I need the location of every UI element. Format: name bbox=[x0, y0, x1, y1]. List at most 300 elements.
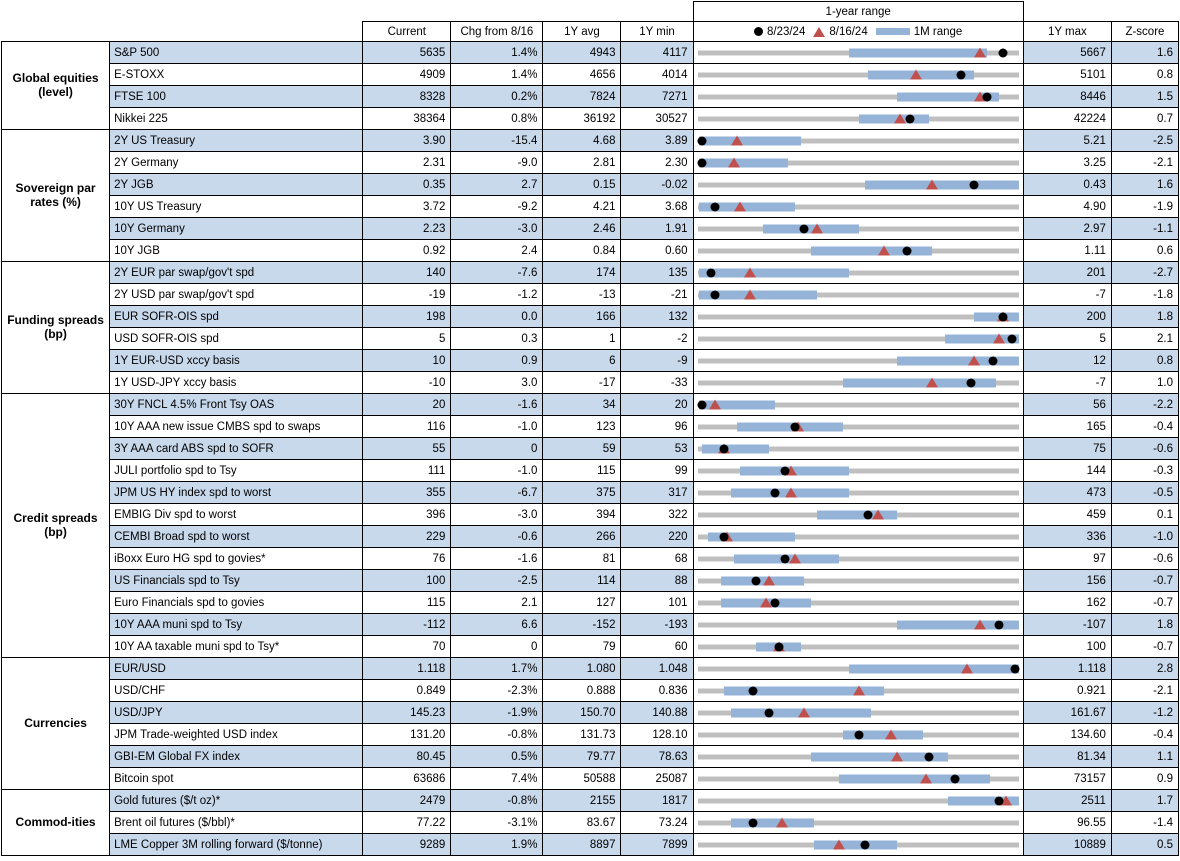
cell-chg: 2.4 bbox=[451, 240, 543, 262]
triangle-marker-icon bbox=[728, 157, 740, 167]
cell-1y-max: 10889 bbox=[1023, 834, 1111, 856]
range-bar-cell bbox=[693, 394, 1023, 416]
cell-current: 2.23 bbox=[363, 218, 451, 240]
cell-1y-min: 140.88 bbox=[621, 702, 693, 724]
cell-1y-min: 101 bbox=[621, 592, 693, 614]
dot-marker-icon bbox=[864, 510, 873, 519]
cell-1y-min: 7271 bbox=[621, 86, 693, 108]
row-label: 2Y US Treasury bbox=[110, 130, 363, 152]
range-bar-cell bbox=[693, 174, 1023, 196]
row-label: S&P 500 bbox=[110, 42, 363, 64]
col-1y-max: 1Y max bbox=[1023, 22, 1111, 42]
cell-zscore: -1.2 bbox=[1111, 702, 1178, 724]
cell-1y-min: 73.24 bbox=[621, 812, 693, 834]
range-bar-cell bbox=[693, 438, 1023, 460]
cell-current: -112 bbox=[363, 614, 451, 636]
range-bar-cell bbox=[693, 636, 1023, 658]
cell-1y-max: 161.67 bbox=[1023, 702, 1111, 724]
cell-chg: -7.6 bbox=[451, 262, 543, 284]
table-row bbox=[2, 218, 1179, 240]
cell-1y-avg: 2.81 bbox=[543, 152, 621, 174]
cell-zscore: 1.6 bbox=[1111, 42, 1178, 64]
cell-chg: 6.6 bbox=[451, 614, 543, 636]
table-row bbox=[2, 64, 1179, 86]
range-bar-cell bbox=[693, 504, 1023, 526]
dot-marker-icon bbox=[969, 180, 978, 189]
cell-1y-avg: 266 bbox=[543, 526, 621, 548]
dot-marker-icon bbox=[748, 818, 757, 827]
dot-marker-icon bbox=[905, 114, 914, 123]
row-label: 10Y AA taxable muni spd to Tsy* bbox=[110, 636, 363, 658]
triangle-marker-icon bbox=[709, 399, 721, 409]
one-month-range-bar bbox=[865, 180, 1019, 189]
range-bar-cell bbox=[693, 42, 1023, 64]
cell-1y-avg: 166 bbox=[543, 306, 621, 328]
cell-zscore: -0.4 bbox=[1111, 724, 1178, 746]
range-bar-cell bbox=[693, 482, 1023, 504]
cell-chg: 1.4% bbox=[451, 42, 543, 64]
col-1y-min: 1Y min bbox=[621, 22, 693, 42]
cell-1y-min: 7899 bbox=[621, 834, 693, 856]
cell-chg: 1.4% bbox=[451, 64, 543, 86]
cell-1y-avg: 131.73 bbox=[543, 724, 621, 746]
row-label: USD/CHF bbox=[110, 680, 363, 702]
cell-1y-avg: 2.46 bbox=[543, 218, 621, 240]
table-row bbox=[2, 262, 1179, 284]
cell-1y-max: -7 bbox=[1023, 284, 1111, 306]
cell-current: 1.118 bbox=[363, 658, 451, 680]
cell-1y-avg: 6 bbox=[543, 350, 621, 372]
range-title: 1-year range bbox=[693, 2, 1023, 22]
group-label: Credit spreads (bp) bbox=[2, 394, 110, 658]
col-current: Current bbox=[363, 22, 451, 42]
dot-marker-icon bbox=[771, 488, 780, 497]
table-body bbox=[2, 42, 1179, 856]
cell-1y-avg: 50588 bbox=[543, 768, 621, 790]
row-label: 3Y AAA card ABS spd to SOFR bbox=[110, 438, 363, 460]
table-row bbox=[2, 548, 1179, 570]
cell-1y-avg: 8897 bbox=[543, 834, 621, 856]
dot-marker-icon bbox=[924, 752, 933, 761]
cell-zscore: -1.4 bbox=[1111, 812, 1178, 834]
range-bar-cell bbox=[693, 196, 1023, 218]
cell-1y-max: 336 bbox=[1023, 526, 1111, 548]
cell-1y-min: -193 bbox=[621, 614, 693, 636]
cell-zscore: 2.8 bbox=[1111, 658, 1178, 680]
table-row bbox=[2, 372, 1179, 394]
range-bar-cell bbox=[693, 592, 1023, 614]
circle-icon bbox=[754, 27, 763, 36]
cell-chg: 0.0 bbox=[451, 306, 543, 328]
cell-current: -10 bbox=[363, 372, 451, 394]
range-bar-cell bbox=[693, 86, 1023, 108]
cell-zscore: 0.8 bbox=[1111, 350, 1178, 372]
cell-current: 38364 bbox=[363, 108, 451, 130]
row-label: GBI-EM Global FX index bbox=[110, 746, 363, 768]
cell-current: 8328 bbox=[363, 86, 451, 108]
cell-1y-min: 1817 bbox=[621, 790, 693, 812]
dot-marker-icon bbox=[710, 202, 719, 211]
one-month-range-bar bbox=[811, 246, 933, 255]
table-row bbox=[2, 812, 1179, 834]
range-bar-cell bbox=[693, 350, 1023, 372]
cell-1y-max: 156 bbox=[1023, 570, 1111, 592]
cell-1y-min: 317 bbox=[621, 482, 693, 504]
row-label: 30Y FNCL 4.5% Front Tsy OAS bbox=[110, 394, 363, 416]
cell-zscore: -0.7 bbox=[1111, 570, 1178, 592]
cell-zscore: -0.5 bbox=[1111, 482, 1178, 504]
dot-marker-icon bbox=[800, 224, 809, 233]
row-label: 1Y USD-JPY xccy basis bbox=[110, 372, 363, 394]
cell-zscore: 1.5 bbox=[1111, 86, 1178, 108]
bar-icon bbox=[876, 28, 910, 35]
triangle-marker-icon bbox=[910, 69, 922, 79]
cell-zscore: 0.7 bbox=[1111, 108, 1178, 130]
table-row bbox=[2, 526, 1179, 548]
dot-marker-icon bbox=[1011, 664, 1020, 673]
header-row-top bbox=[2, 2, 1179, 22]
cell-chg: -2.5 bbox=[451, 570, 543, 592]
range-bar-cell bbox=[693, 526, 1023, 548]
table-row bbox=[2, 306, 1179, 328]
row-label: EUR SOFR-OIS spd bbox=[110, 306, 363, 328]
table-row bbox=[2, 350, 1179, 372]
dot-marker-icon bbox=[854, 730, 863, 739]
range-bar-cell bbox=[693, 130, 1023, 152]
dot-marker-icon bbox=[720, 444, 729, 453]
cell-current: 111 bbox=[363, 460, 451, 482]
cell-current: 145.23 bbox=[363, 702, 451, 724]
row-label: 2Y JGB bbox=[110, 174, 363, 196]
cell-1y-max: 81.34 bbox=[1023, 746, 1111, 768]
cell-1y-min: 135 bbox=[621, 262, 693, 284]
range-bar-cell bbox=[693, 746, 1023, 768]
dot-marker-icon bbox=[902, 246, 911, 255]
triangle-marker-icon bbox=[974, 619, 986, 629]
cell-1y-max: 5101 bbox=[1023, 64, 1111, 86]
cell-chg: -1.2 bbox=[451, 284, 543, 306]
cell-chg: -1.0 bbox=[451, 460, 543, 482]
cell-current: 198 bbox=[363, 306, 451, 328]
cell-1y-min: 99 bbox=[621, 460, 693, 482]
row-label: 2Y USD par swap/gov't spd bbox=[110, 284, 363, 306]
triangle-marker-icon bbox=[785, 487, 797, 497]
dot-marker-icon bbox=[1008, 334, 1017, 343]
dot-marker-icon bbox=[982, 92, 991, 101]
cell-zscore: -0.6 bbox=[1111, 438, 1178, 460]
cell-1y-max: 100 bbox=[1023, 636, 1111, 658]
group-label: Global equities (level) bbox=[2, 42, 110, 130]
cell-1y-max: 5 bbox=[1023, 328, 1111, 350]
dot-marker-icon bbox=[697, 400, 706, 409]
cell-chg: -1.6 bbox=[451, 548, 543, 570]
cell-current: 70 bbox=[363, 636, 451, 658]
cell-1y-avg: 174 bbox=[543, 262, 621, 284]
cell-current: 4909 bbox=[363, 64, 451, 86]
cell-1y-min: -9 bbox=[621, 350, 693, 372]
row-label: Euro Financials spd to govies bbox=[110, 592, 363, 614]
row-label: US Financials spd to Tsy bbox=[110, 570, 363, 592]
row-label: Bitcoin spot bbox=[110, 768, 363, 790]
cell-current: 5 bbox=[363, 328, 451, 350]
cell-1y-min: -0.02 bbox=[621, 174, 693, 196]
cell-1y-avg: 4656 bbox=[543, 64, 621, 86]
cell-zscore: -2.1 bbox=[1111, 152, 1178, 174]
cell-1y-min: 30527 bbox=[621, 108, 693, 130]
cell-current: 3.72 bbox=[363, 196, 451, 218]
row-label: FTSE 100 bbox=[110, 86, 363, 108]
table-row bbox=[2, 130, 1179, 152]
triangle-marker-icon bbox=[885, 729, 897, 739]
cell-current: 3.90 bbox=[363, 130, 451, 152]
cell-chg: -0.6 bbox=[451, 526, 543, 548]
cell-zscore: -2.7 bbox=[1111, 262, 1178, 284]
cell-chg: -3.0 bbox=[451, 504, 543, 526]
cell-1y-avg: 114 bbox=[543, 570, 621, 592]
one-month-range-bar bbox=[817, 510, 897, 519]
dot-marker-icon bbox=[966, 378, 975, 387]
range-bar-cell bbox=[693, 768, 1023, 790]
dot-marker-icon bbox=[860, 840, 869, 849]
cell-current: 396 bbox=[363, 504, 451, 526]
cell-1y-max: 97 bbox=[1023, 548, 1111, 570]
cell-zscore: 1.1 bbox=[1111, 746, 1178, 768]
cell-current: 2.31 bbox=[363, 152, 451, 174]
cell-1y-max: 0.43 bbox=[1023, 174, 1111, 196]
one-month-range-bar bbox=[731, 818, 814, 827]
triangle-marker-icon bbox=[734, 201, 746, 211]
dot-marker-icon bbox=[950, 774, 959, 783]
triangle-marker-icon bbox=[833, 839, 845, 849]
cell-chg: 0.5% bbox=[451, 746, 543, 768]
cell-zscore: 0.6 bbox=[1111, 240, 1178, 262]
range-bar-cell bbox=[693, 416, 1023, 438]
table-row bbox=[2, 438, 1179, 460]
one-month-range-bar bbox=[699, 268, 849, 277]
dot-marker-icon bbox=[988, 356, 997, 365]
cell-1y-max: 165 bbox=[1023, 416, 1111, 438]
table-row bbox=[2, 328, 1179, 350]
row-label: Nikkei 225 bbox=[110, 108, 363, 130]
legend-bar-item bbox=[876, 26, 963, 38]
cell-1y-avg: 79.77 bbox=[543, 746, 621, 768]
cell-chg: 0.3 bbox=[451, 328, 543, 350]
cell-1y-max: 162 bbox=[1023, 592, 1111, 614]
legend-triangle-label: 8/16/24 bbox=[829, 25, 868, 38]
cell-1y-avg: 4.21 bbox=[543, 196, 621, 218]
legend-dot-item bbox=[754, 26, 805, 38]
cell-1y-avg: 123 bbox=[543, 416, 621, 438]
dot-marker-icon bbox=[771, 598, 780, 607]
row-label: USD/JPY bbox=[110, 702, 363, 724]
legend bbox=[693, 22, 1023, 42]
row-label: 10Y Germany bbox=[110, 218, 363, 240]
cell-current: 0.92 bbox=[363, 240, 451, 262]
cell-zscore: 2.1 bbox=[1111, 328, 1178, 350]
table-row bbox=[2, 658, 1179, 680]
cell-1y-max: 12 bbox=[1023, 350, 1111, 372]
range-bar-cell bbox=[693, 724, 1023, 746]
dot-marker-icon bbox=[720, 532, 729, 541]
cell-chg: -3.0 bbox=[451, 218, 543, 240]
cell-current: 229 bbox=[363, 526, 451, 548]
cell-zscore: 0.5 bbox=[1111, 834, 1178, 856]
cell-current: 10 bbox=[363, 350, 451, 372]
cell-current: 115 bbox=[363, 592, 451, 614]
one-month-range-bar bbox=[849, 664, 1019, 673]
dot-marker-icon bbox=[764, 708, 773, 717]
cell-1y-min: -2 bbox=[621, 328, 693, 350]
row-label: iBoxx Euro HG spd to govies* bbox=[110, 548, 363, 570]
cell-1y-max: 96.55 bbox=[1023, 812, 1111, 834]
cell-1y-min: 132 bbox=[621, 306, 693, 328]
cell-zscore: -0.7 bbox=[1111, 636, 1178, 658]
cell-current: 116 bbox=[363, 416, 451, 438]
cell-current: 0.849 bbox=[363, 680, 451, 702]
triangle-marker-icon bbox=[968, 355, 980, 365]
range-bar-cell bbox=[693, 812, 1023, 834]
cell-chg: -0.8% bbox=[451, 724, 543, 746]
range-bar-cell bbox=[693, 262, 1023, 284]
range-bar-cell bbox=[693, 240, 1023, 262]
cell-1y-avg: 4943 bbox=[543, 42, 621, 64]
range-bar-cell bbox=[693, 64, 1023, 86]
cell-1y-min: 220 bbox=[621, 526, 693, 548]
row-label: JULI portfolio spd to Tsy bbox=[110, 460, 363, 482]
cell-chg: 0.8% bbox=[451, 108, 543, 130]
cell-1y-max: 42224 bbox=[1023, 108, 1111, 130]
range-bar-cell bbox=[693, 460, 1023, 482]
cell-current: 2479 bbox=[363, 790, 451, 812]
cell-zscore: 1.0 bbox=[1111, 372, 1178, 394]
cell-current: 80.45 bbox=[363, 746, 451, 768]
table-row bbox=[2, 196, 1179, 218]
cell-1y-min: 4014 bbox=[621, 64, 693, 86]
cell-1y-avg: 59 bbox=[543, 438, 621, 460]
row-label: 10Y US Treasury bbox=[110, 196, 363, 218]
cell-zscore: 0.1 bbox=[1111, 504, 1178, 526]
cell-chg: 3.0 bbox=[451, 372, 543, 394]
header-row-labels bbox=[2, 22, 1179, 42]
range-bar-cell bbox=[693, 570, 1023, 592]
triangle-marker-icon bbox=[789, 553, 801, 563]
cell-current: 5635 bbox=[363, 42, 451, 64]
range-bar-cell bbox=[693, 108, 1023, 130]
cell-1y-min: 25087 bbox=[621, 768, 693, 790]
cell-1y-max: 8446 bbox=[1023, 86, 1111, 108]
cell-zscore: -2.2 bbox=[1111, 394, 1178, 416]
one-month-range-bar bbox=[699, 158, 789, 167]
cell-chg: -6.7 bbox=[451, 482, 543, 504]
table-row bbox=[2, 108, 1179, 130]
cell-current: -19 bbox=[363, 284, 451, 306]
legend-bar-label: 1M range bbox=[913, 25, 963, 38]
row-label: E-STOXX bbox=[110, 64, 363, 86]
dot-marker-icon bbox=[995, 796, 1004, 805]
cell-1y-max: 200 bbox=[1023, 306, 1111, 328]
range-bar-cell bbox=[693, 328, 1023, 350]
table-row bbox=[2, 482, 1179, 504]
cell-1y-min: 53 bbox=[621, 438, 693, 460]
dot-marker-icon bbox=[748, 686, 757, 695]
cell-1y-max: 5.21 bbox=[1023, 130, 1111, 152]
cell-chg: 7.4% bbox=[451, 768, 543, 790]
triangle-marker-icon bbox=[878, 245, 890, 255]
row-label: JPM Trade-weighted USD index bbox=[110, 724, 363, 746]
cell-1y-avg: 79 bbox=[543, 636, 621, 658]
legend-dot-label: 8/23/24 bbox=[766, 25, 806, 38]
cell-1y-max: 144 bbox=[1023, 460, 1111, 482]
cell-1y-min: 3.68 bbox=[621, 196, 693, 218]
legend-triangle-item bbox=[813, 26, 867, 38]
group-label: Currencies bbox=[2, 658, 110, 790]
cell-1y-max: 2.97 bbox=[1023, 218, 1111, 240]
cell-1y-min: 4117 bbox=[621, 42, 693, 64]
one-month-range-bar bbox=[897, 356, 1019, 365]
table-row bbox=[2, 460, 1179, 482]
triangle-marker-icon bbox=[872, 509, 884, 519]
table-row bbox=[2, 42, 1179, 64]
cell-1y-min: 88 bbox=[621, 570, 693, 592]
cell-zscore: 1.7 bbox=[1111, 790, 1178, 812]
dot-marker-icon bbox=[707, 268, 716, 277]
table-row bbox=[2, 768, 1179, 790]
cell-chg: -1.0 bbox=[451, 416, 543, 438]
table-header bbox=[2, 2, 1179, 42]
one-month-range-bar bbox=[839, 774, 989, 783]
cell-zscore: 1.8 bbox=[1111, 614, 1178, 636]
table-row bbox=[2, 570, 1179, 592]
range-bar-cell bbox=[693, 306, 1023, 328]
cell-chg: 1.9% bbox=[451, 834, 543, 856]
cell-chg: 1.7% bbox=[451, 658, 543, 680]
cell-chg: -9.2 bbox=[451, 196, 543, 218]
col-zscore: Z-score bbox=[1111, 22, 1178, 42]
col-1y-avg: 1Y avg bbox=[543, 22, 621, 42]
row-label: 10Y AAA muni spd to Tsy bbox=[110, 614, 363, 636]
cell-chg: -1.6 bbox=[451, 394, 543, 416]
row-label: 1Y EUR-USD xccy basis bbox=[110, 350, 363, 372]
row-label: 10Y AAA new issue CMBS spd to swaps bbox=[110, 416, 363, 438]
cell-1y-min: 322 bbox=[621, 504, 693, 526]
cell-current: 76 bbox=[363, 548, 451, 570]
cell-current: 140 bbox=[363, 262, 451, 284]
cell-1y-avg: 0.84 bbox=[543, 240, 621, 262]
cell-current: 77.22 bbox=[363, 812, 451, 834]
cell-zscore: -0.4 bbox=[1111, 416, 1178, 438]
cell-zscore: 1.8 bbox=[1111, 306, 1178, 328]
row-label: Brent oil futures ($/bbl)* bbox=[110, 812, 363, 834]
cell-1y-avg: 0.888 bbox=[543, 680, 621, 702]
dot-marker-icon bbox=[697, 158, 706, 167]
range-bar-cell bbox=[693, 658, 1023, 680]
table-row bbox=[2, 636, 1179, 658]
row-label: CEMBI Broad spd to worst bbox=[110, 526, 363, 548]
cell-1y-max: 73157 bbox=[1023, 768, 1111, 790]
triangle-marker-icon bbox=[961, 663, 973, 673]
cell-zscore: 0.9 bbox=[1111, 768, 1178, 790]
table-row bbox=[2, 592, 1179, 614]
range-track bbox=[698, 644, 1019, 649]
cell-chg: -9.0 bbox=[451, 152, 543, 174]
one-month-range-bar bbox=[702, 444, 769, 453]
cell-1y-min: 20 bbox=[621, 394, 693, 416]
cell-1y-min: 0.836 bbox=[621, 680, 693, 702]
cell-zscore: -1.9 bbox=[1111, 196, 1178, 218]
range-bar-cell bbox=[693, 790, 1023, 812]
triangle-marker-icon bbox=[926, 377, 938, 387]
cell-1y-avg: -152 bbox=[543, 614, 621, 636]
